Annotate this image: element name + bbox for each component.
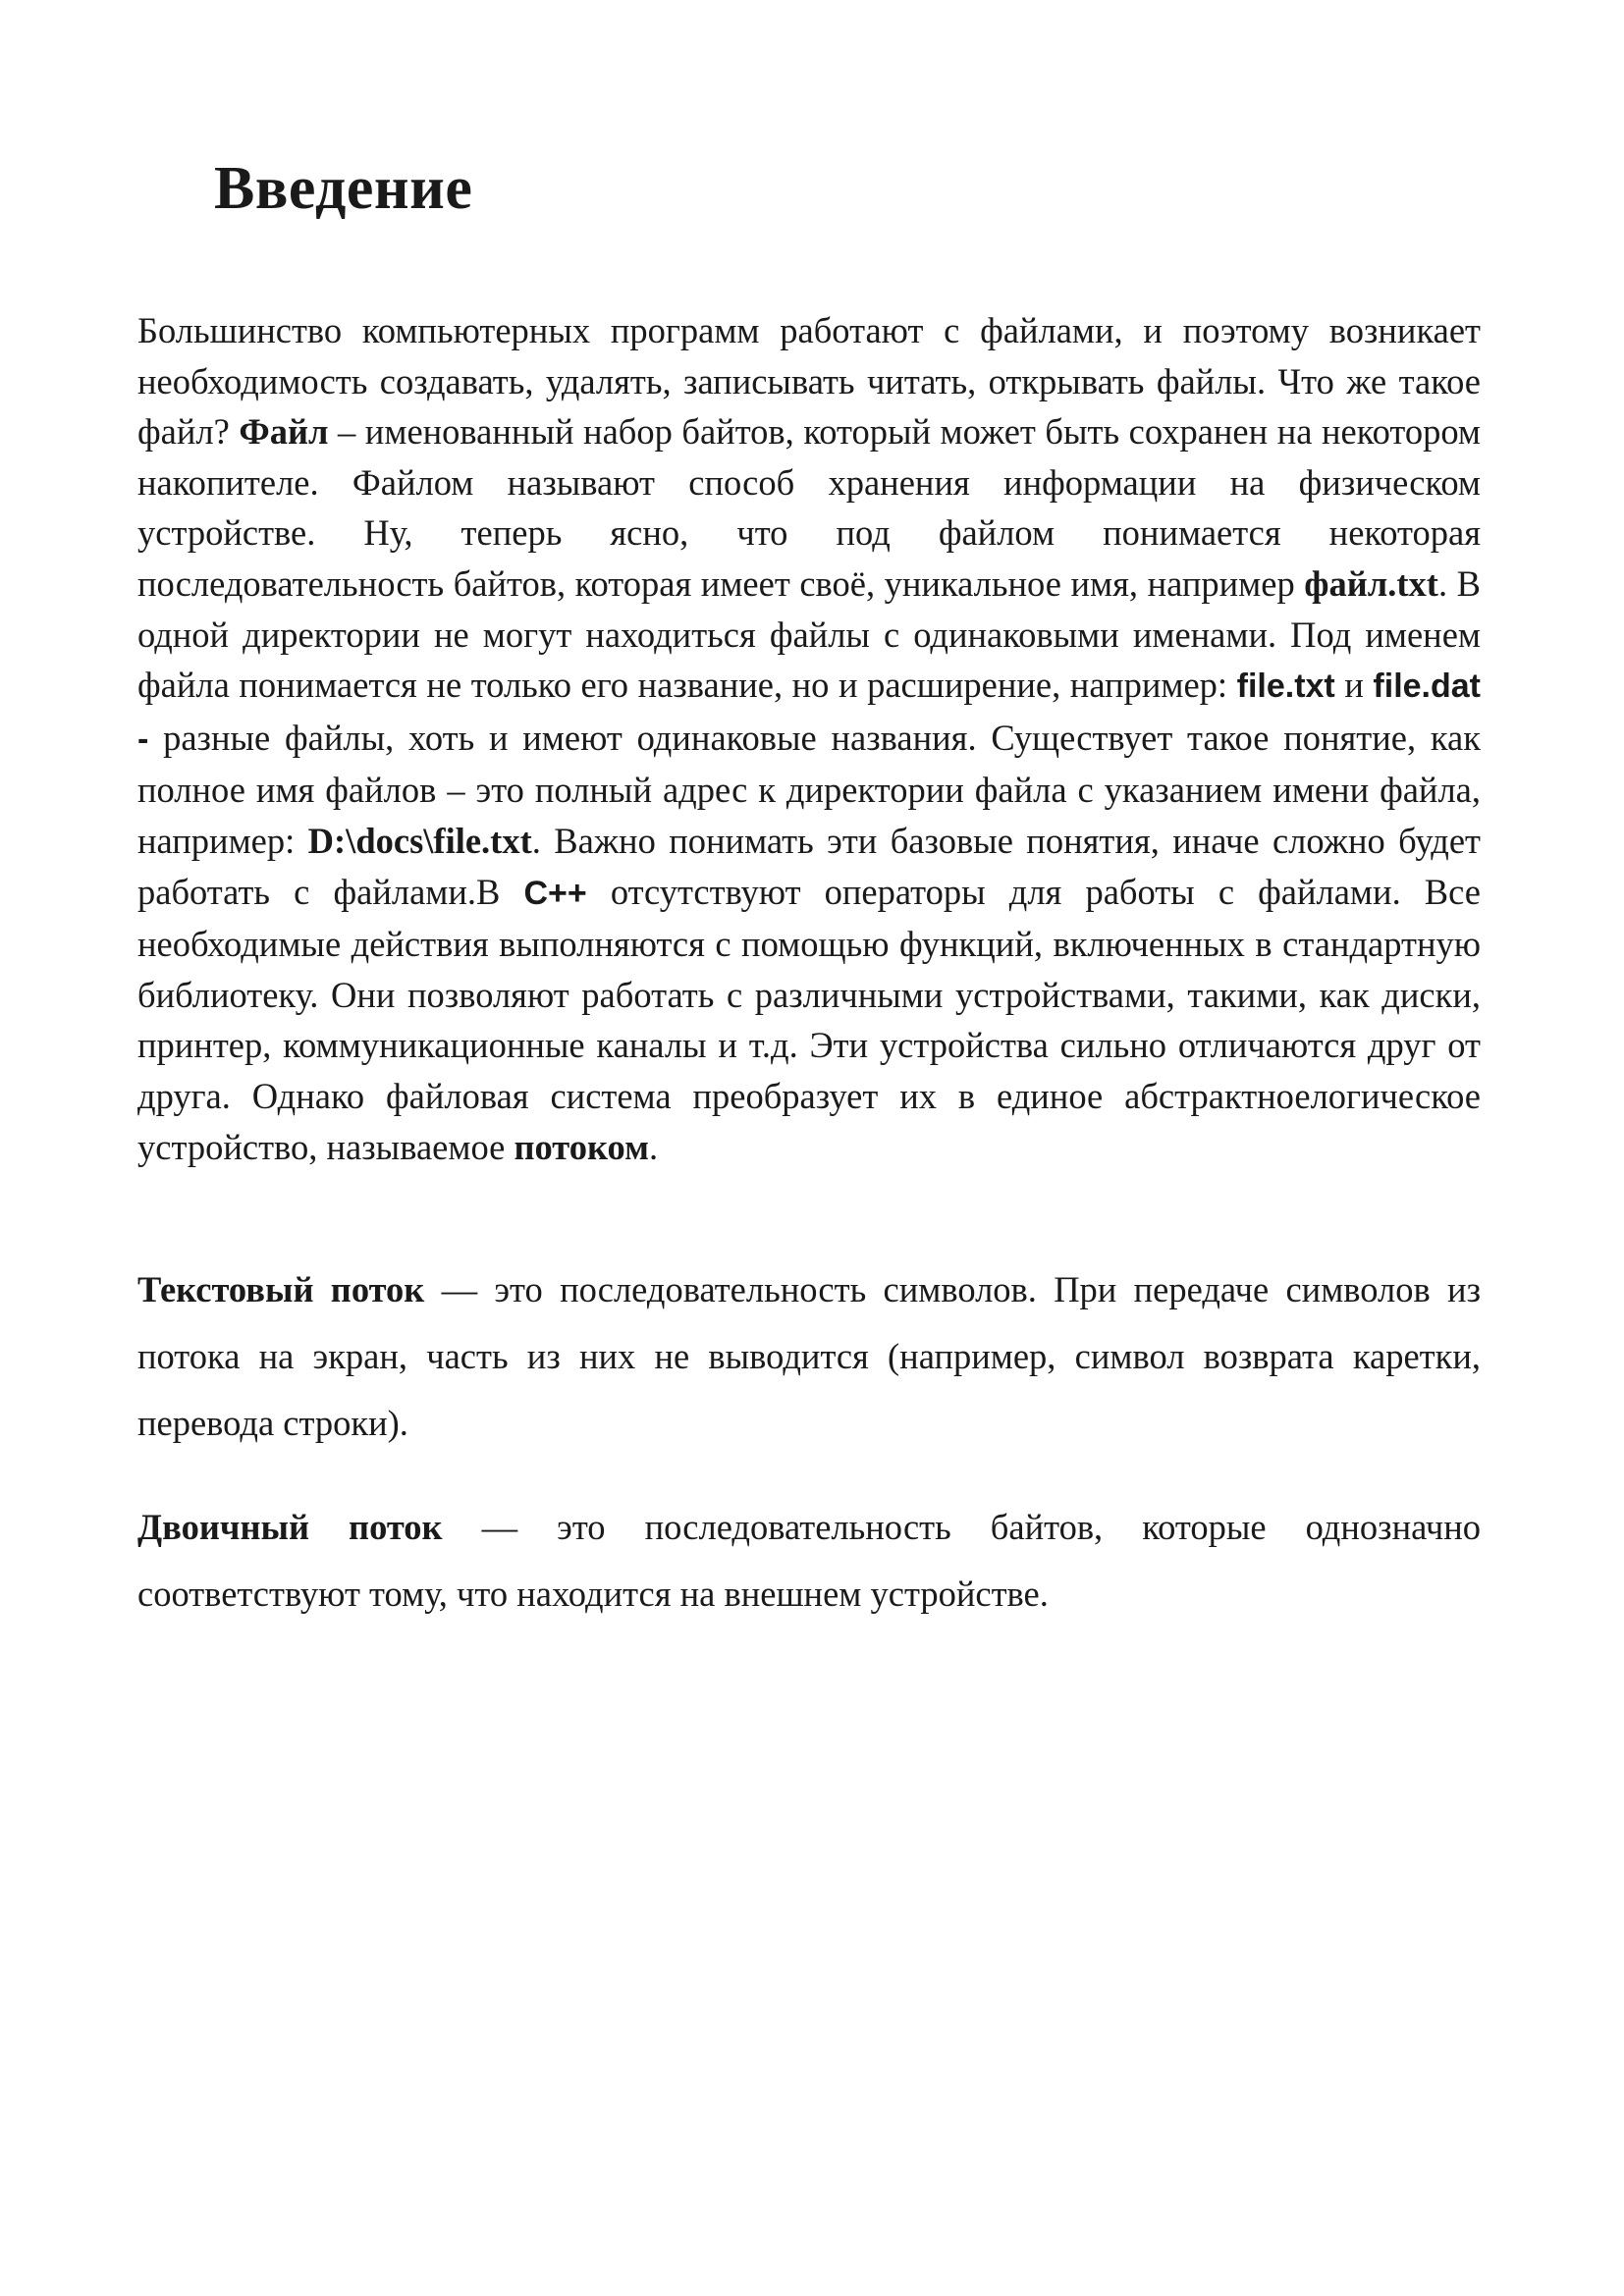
term-binary-stream: Двоичный поток [137, 1507, 443, 1547]
text-stream-paragraph [137, 1256, 1481, 1457]
text-segment: – именованный набор байтов, который может быть сохранен на некотором накопителе. Файлом называют способ хранения информации на физическом устройстве. Ну, теперь ясно, что под файлом понимается некоторая последовательность байтов, которая имеет своё, уникальное имя, например [137, 411, 1481, 604]
text-segment: . Важно понимать эти базовые понятия, иначе сложно будет работать с файлами.В [137, 820, 1481, 912]
binary-stream-paragraph [137, 1494, 1481, 1628]
term-file: Файл [239, 411, 329, 453]
example-filename-dat: file.dat - [137, 667, 1481, 758]
term-text-stream: Текстовый поток [137, 1269, 425, 1309]
page-title: Введение [214, 155, 473, 222]
term-stream: потоком [514, 1126, 649, 1167]
term-cpp: C++ [523, 874, 587, 912]
text-segment: — это последовательность байтов, которые однозначно соответствуют тому, что находится на внешнем устройстве. [137, 1507, 1481, 1614]
text-segment: и [1334, 665, 1374, 706]
text-segment: . [648, 1126, 659, 1167]
example-filename-txt: file.txt [1236, 667, 1335, 706]
text-segment: Большинство компьютерных программ работают с файлами, и поэтому возникает необходимость создавать, удалять, записывать читать, открывать файлы. Что же такое файл? [137, 310, 1481, 453]
text-segment: отсутствуют операторы для работы с файлами. Все необходимые действия выполняются с помощью функций, включенных в стандартную библиотеку. Они позволяют работать с различными устройствами, такими, как диски, принтер, коммуникационные каналы и т.д. Эти устройства сильно отличаются друг от друга. Однако файловая система преобразует их в единое абстрактноелогическое устройство, называемое [137, 871, 1481, 1167]
intro-paragraph [137, 305, 1481, 1172]
example-full-path: D:\docs\file.txt [307, 820, 532, 861]
example-filename-cyrillic: файл.txt [1304, 562, 1438, 604]
text-segment: разные файлы, хоть и имеют одинаковые названия. Существует такое понятие, как полное имя файлов – это полный адрес к директории файла с указанием имени файла, например: [137, 717, 1481, 861]
text-segment: — это последовательность символов. При передаче символов из потока на экран, часть из них не выводится (например, символ возврата каретки, перевода строки). [137, 1269, 1481, 1443]
text-segment: . В одной директории не могут находиться файлы с одинаковыми именами. Под именем файла понимается не только его название, но и расширение, например: [137, 562, 1481, 706]
